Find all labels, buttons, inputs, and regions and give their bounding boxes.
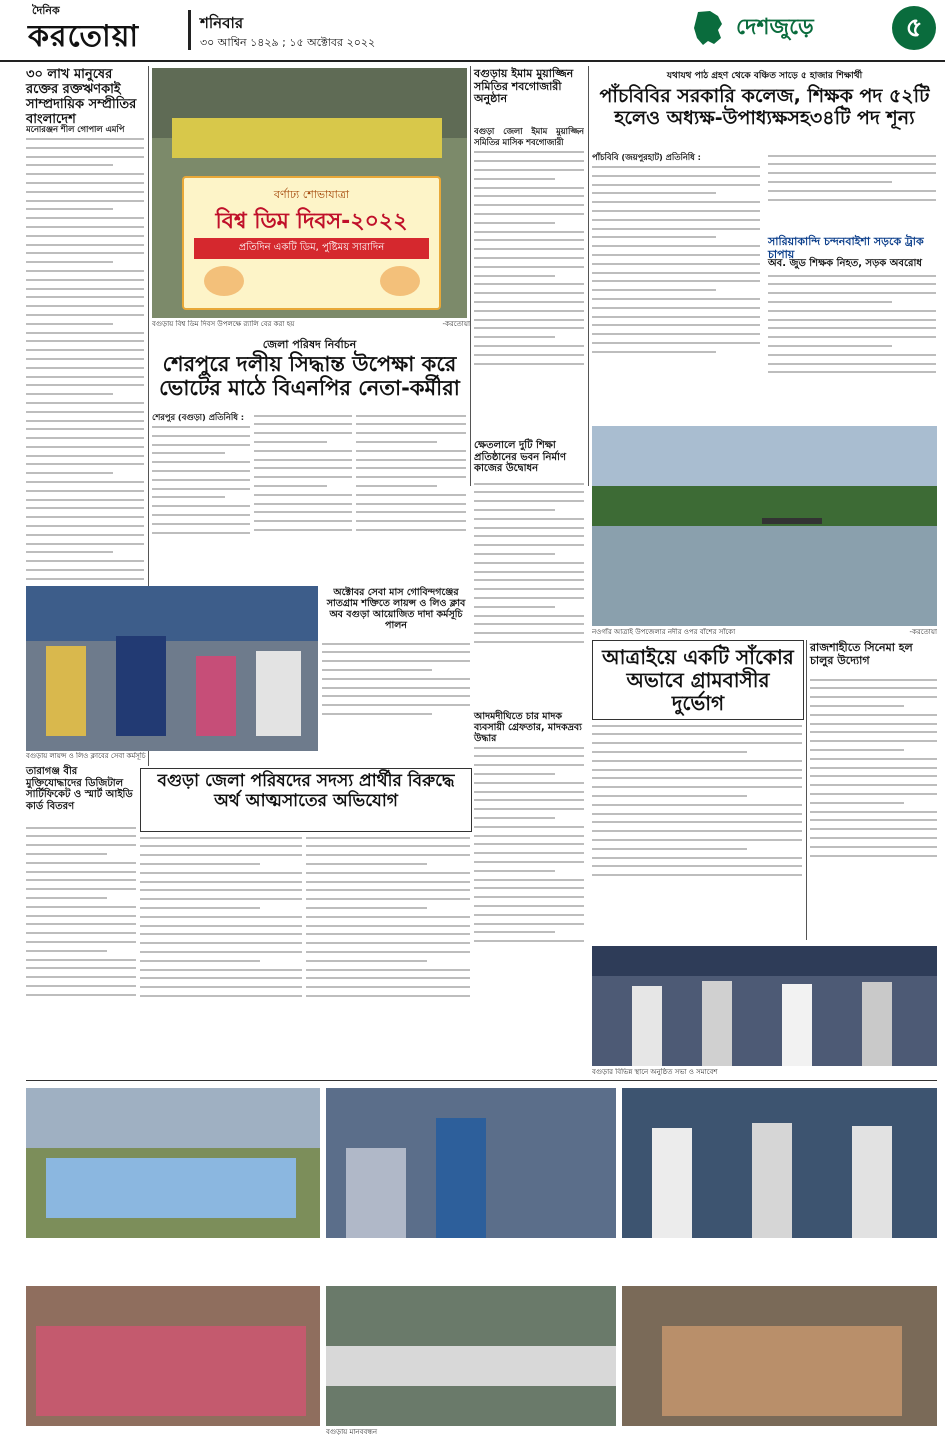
story-body <box>356 412 466 580</box>
story-headline: ক্ষেতলালে দুটি শিক্ষা প্রতিষ্ঠানের ভবন নির্মাণ কাজের উদ্বোধন <box>474 440 567 474</box>
section-title: দেশজুড়ে <box>736 15 814 40</box>
story-headline: বগুড়া জেলা পরিষদের সদস্য প্রার্থীর বিরুদ্ধে অর্থ আত্মসাতের অভিযোগ <box>157 771 455 811</box>
story-body <box>140 834 302 1074</box>
story-lead: বগুড়া জেলা ইমাম মুয়াজ্জিন সমিতির মাসিক শবগোজারী <box>474 126 584 148</box>
rally-photo <box>326 1088 616 1238</box>
story-headline: আত্রাইয়ে একটি সাঁকোর অভাবে গ্রামবাসীর দুর্ভোগ <box>602 645 794 715</box>
story-headline: পাঁচবিবির সরকারি কলেজ, শিক্ষক পদ ৫২টি হলেও অধ্যক্ষ-উপাধ্যক্ষসহ৩৪টি পদ শূন্য <box>599 85 930 129</box>
story-body <box>810 676 937 940</box>
story-body <box>474 744 584 1026</box>
issue-date: ৩০ আশ্বিন ১৪২৯ ; ১৫ অক্টোবর ২০২২ <box>200 36 376 49</box>
story-body <box>152 412 250 580</box>
story-body <box>768 152 936 232</box>
egg-day-rally-photo <box>152 68 467 318</box>
photo-caption: বগুড়ায় লায়ন্স ও লিও ক্লাবের সেবা কর্মসূচি <box>26 752 146 760</box>
issue-day: শনিবার <box>200 14 244 32</box>
story-headline: অক্টোবর সেবা মাস গোবিন্দগঞ্জের সাতগ্রাম শক্তিতে লায়ন্স ও লিও ক্লাব অব বগুড়া আয়োজিত দাদা কর্মসূচি পালন <box>326 587 466 631</box>
photo-credit: -করতোয়া <box>442 320 470 328</box>
newspaper-logo-prefix: দৈনিক <box>32 4 60 17</box>
banner-tagline: প্রতিদিন একটি ডিম, পুষ্টিময় সারাদিন <box>194 238 429 259</box>
page-number-badge: ৫ <box>892 6 936 50</box>
section-rule <box>26 1080 937 1081</box>
photo-credit: -করতোয়া <box>909 628 937 636</box>
story-body <box>592 152 760 420</box>
column-rule <box>470 66 471 486</box>
masthead-divider <box>188 10 191 50</box>
photo-caption: নওগাঁর আত্রাই উপজেলার নদীর ওপর বাঁশের সাঁকো <box>592 628 736 636</box>
photo-caption: বগুড়ার বিভিন্ন স্থানে অনুষ্ঠিত সভা ও সমাবেশ <box>592 1068 718 1076</box>
banner <box>182 176 441 310</box>
column-rule <box>806 640 807 940</box>
story-headline: রাজশাহীতে সিনেমা হল চালুর উদ্যোগ <box>810 641 913 667</box>
story-body <box>254 412 352 580</box>
photo-caption: বগুড়ায় বিশ্ব ডিম দিবস উপলক্ষে র‍্যালি বের করা হয় <box>152 320 295 328</box>
story-body <box>768 272 936 422</box>
story-headline: সারিয়াকান্দি চন্দনবাইশা সড়কে ট্রাক চাপায় <box>768 235 924 261</box>
newspaper-logo: করতোয়া <box>28 19 140 54</box>
river-bridge-photo <box>592 426 937 626</box>
story-headline: আদমদীঘিতে চার মাদক ব্যবসায়ী গ্রেফতার, মাদকদ্রব্য উদ্ধার <box>474 711 582 744</box>
story-headline: ৩০ লাখ মানুষের রক্তের রক্তঋণকাই সাম্প্রদায়িক সম্প্রীতির বাংলাদেশ <box>26 67 137 127</box>
story-body <box>592 722 802 942</box>
story-lead: শেরপুর (বগুড়া) প্রতিনিধি : <box>152 412 245 422</box>
reception-photo <box>622 1286 937 1426</box>
women-meeting-photo <box>26 1286 320 1426</box>
story-headline: তারাগঞ্জ বীর মুক্তিযোদ্ধাদের ডিজিটাল সার্টিফিকেট ও স্মার্ট আইডি কার্ড বিতরণ <box>26 766 133 812</box>
lions-club-event-photo <box>26 586 318 751</box>
story-body <box>474 480 584 710</box>
banner-title: বিশ্ব ডিম দিবস-২০২২ <box>215 209 408 234</box>
story-lead: মনোরঞ্জন শীল গোপাল এমপি <box>26 124 125 134</box>
story-body <box>322 640 470 760</box>
story-body <box>474 126 584 436</box>
story-subhead: অব. জুড শিক্ষক নিহত, সড়ক অবরোধ <box>768 258 922 269</box>
column-rule <box>588 66 589 486</box>
bangladesh-map-icon <box>688 8 728 48</box>
story-body <box>306 834 470 1074</box>
meeting-photo <box>592 946 937 1066</box>
story-body <box>26 824 136 1074</box>
story-headline: বগুড়ায় ইমাম মুয়াজ্জিন সমিতির শবগোজারী অনুষ্ঠান <box>474 67 574 106</box>
photo-caption: বগুড়ায় মানববন্ধন <box>326 1428 378 1436</box>
football-team-photo <box>26 1088 320 1238</box>
story-headline: শেরপুরে দলীয় সিদ্ধান্ত উপেক্ষা করে ভোটের মাঠে বিএনপির নেতা-কর্মীরা <box>159 352 460 401</box>
story-lead: পাঁচবিবি (জয়পুরহাট) প্রতিনিধি : <box>592 152 701 162</box>
inauguration-photo <box>622 1088 937 1238</box>
story-kicker: জেলা পরিষদ নির্বাচন <box>262 338 357 351</box>
banner-subtitle: বর্ণাঢ্য শোভাযাত্রা <box>273 188 350 201</box>
story-kicker: যথাযথ পাঠ গ্রহণ থেকে বঞ্চিত সাড়ে ৫ হাজার শিক্ষার্থী <box>666 71 863 81</box>
human-chain-photo <box>326 1286 616 1426</box>
